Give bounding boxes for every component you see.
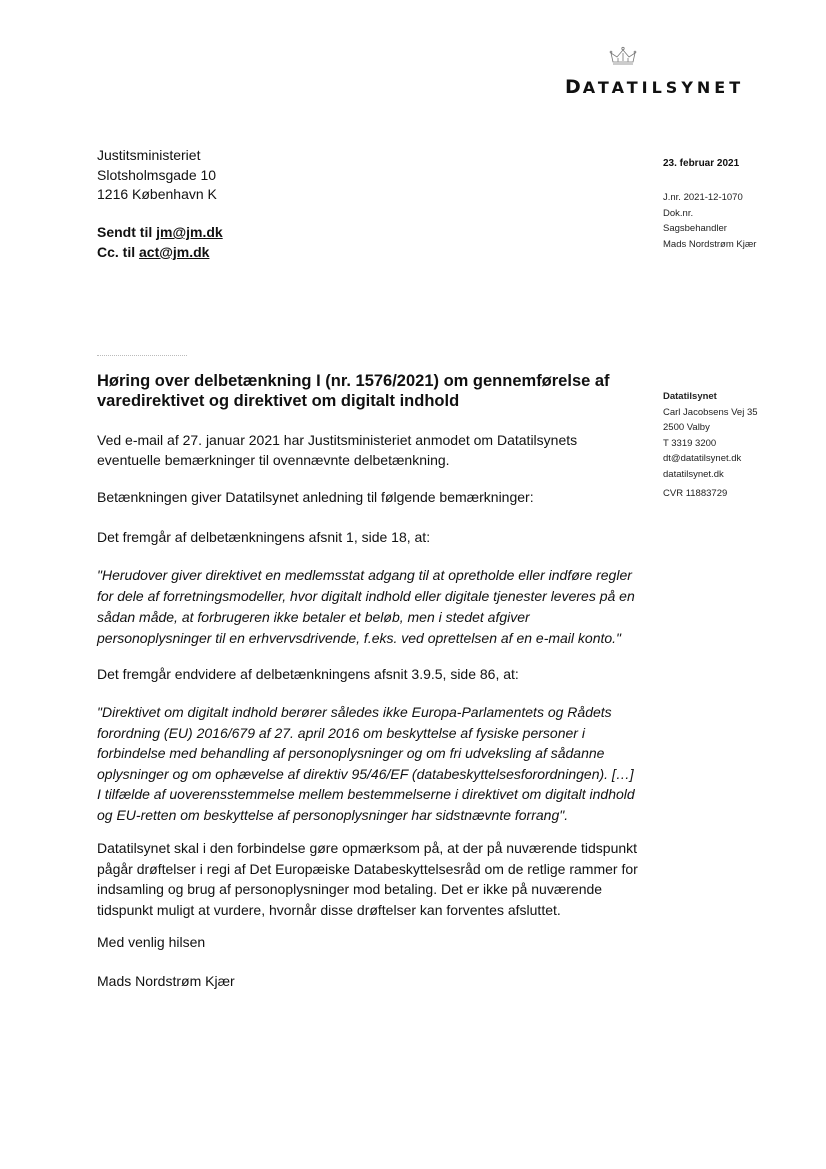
paragraph-1: Ved e-mail af 27. januar 2021 har Justitsministeriet anmodet om Datatilsynets eventuelle bemærkninger til ovennævnte delbetænkning.	[97, 432, 578, 468]
sender-city: 2500 Valby	[663, 422, 710, 433]
sender-phone: T 3319 3200	[663, 437, 717, 449]
letter-heading: Høring over delbetænkning I (nr. 1576/2021) om gennemførelse af varedirektivet og direktivet om digitalt indhold	[97, 372, 610, 410]
cc-line	[97, 243, 223, 263]
sender-street: Carl Jacobsens Vej 35	[663, 406, 758, 418]
logo-first-letter: D	[565, 76, 583, 98]
quote-2: "Direktivet om digitalt indhold berører således ikke Europa-Parlamentets og Rådets forordning (EU) 2016/679 af 27. april 2016 om beskyttelse af fysiske personer i forbindelse med behandling af personoplysninger og om fri udveksling af sådanne oplysninger og om ophævelse af direktiv 95/46/EF (databeskyttelsesforordningen). […] I tilfælde af uoverensstemmelse mellem bestemmelserne i direktivet om digitalt indhold og EU-retten om beskyttelse af personoplysninger har sidstnævnte forrang".	[97, 704, 635, 823]
case-metadata	[663, 190, 756, 252]
sent-to-email-link[interactable]: jm@jm.dk	[156, 224, 223, 240]
paragraph-3: Det fremgår af delbetænkningens afsnit 1, side 18, at:	[97, 529, 431, 545]
recipient-line-2: Slotsholmsgade 10	[97, 166, 217, 183]
sender-name: Datatilsynet	[663, 391, 717, 402]
sent-to-label: Sendt til	[97, 224, 157, 240]
case-handler-name: Mads Nordstrøm Kjær	[663, 238, 757, 250]
paragraph-5: Datatilsynet skal i den forbindelse gøre opmærksom på, at der på nuværende tidspunkt pågår drøftelser i regi af Det Europæiske Databeskyttelsesråd om de retlige rammer for indsamling og brug af personoplysninger mod betaling. Det er ikke på nuværende tidspunkt muligt at vurdere, hvornår disse drøftelser kan forventes afsluttet.	[97, 840, 638, 918]
sender-cvr: CVR 11883729	[663, 488, 728, 499]
signature-name: Mads Nordstrøm Kjær	[97, 973, 235, 989]
case-handler-label: Sagsbehandler	[663, 223, 727, 234]
sent-to-line	[97, 223, 223, 243]
recipient-line-1: Justitsministeriet	[97, 147, 201, 163]
cc-email-link[interactable]: act@jm.dk	[139, 243, 210, 260]
document-number: Dok.nr.	[663, 207, 694, 219]
recipient-line-3: 1216 København K	[97, 186, 217, 202]
paragraph-2: Betænkningen giver Datatilsynet anledning til følgende bemærkninger:	[97, 489, 534, 505]
closing-greeting: Med venlig hilsen	[97, 934, 206, 950]
crown-logo-icon	[608, 46, 638, 68]
logo-rest: ATATILSYNET	[582, 78, 745, 97]
letter-date: 23. februar 2021	[663, 158, 740, 169]
datatilsynet-logo	[565, 76, 765, 98]
recipient-address	[97, 146, 217, 205]
cc-label: Cc. til	[97, 243, 140, 260]
separator-dots	[97, 355, 187, 356]
sender-email[interactable]: dt@datatilsynet.dk	[663, 453, 742, 464]
journal-number: J.nr. 2021-12-1070	[663, 192, 743, 203]
sender-website[interactable]: datatilsynet.dk	[663, 468, 724, 480]
quote-1: "Herudover giver direktivet en medlemsstat adgang til at opretholde eller indføre regler for dele af forretningsmodeller, hvor digitalt indhold eller digitale tjenester leveres på en sådan måde, at forbrugeren ikke betaler et beløb, men i stedet afgiver personoplysninger til en erhvervsdrivende, f.eks. ved oprettelsen af en e-mail konto."	[97, 567, 635, 646]
distribution	[97, 223, 223, 262]
paragraph-4: Det fremgår endvidere af delbetænkningens afsnit 3.9.5, side 86, at:	[97, 666, 519, 682]
sender-address	[663, 389, 758, 482]
